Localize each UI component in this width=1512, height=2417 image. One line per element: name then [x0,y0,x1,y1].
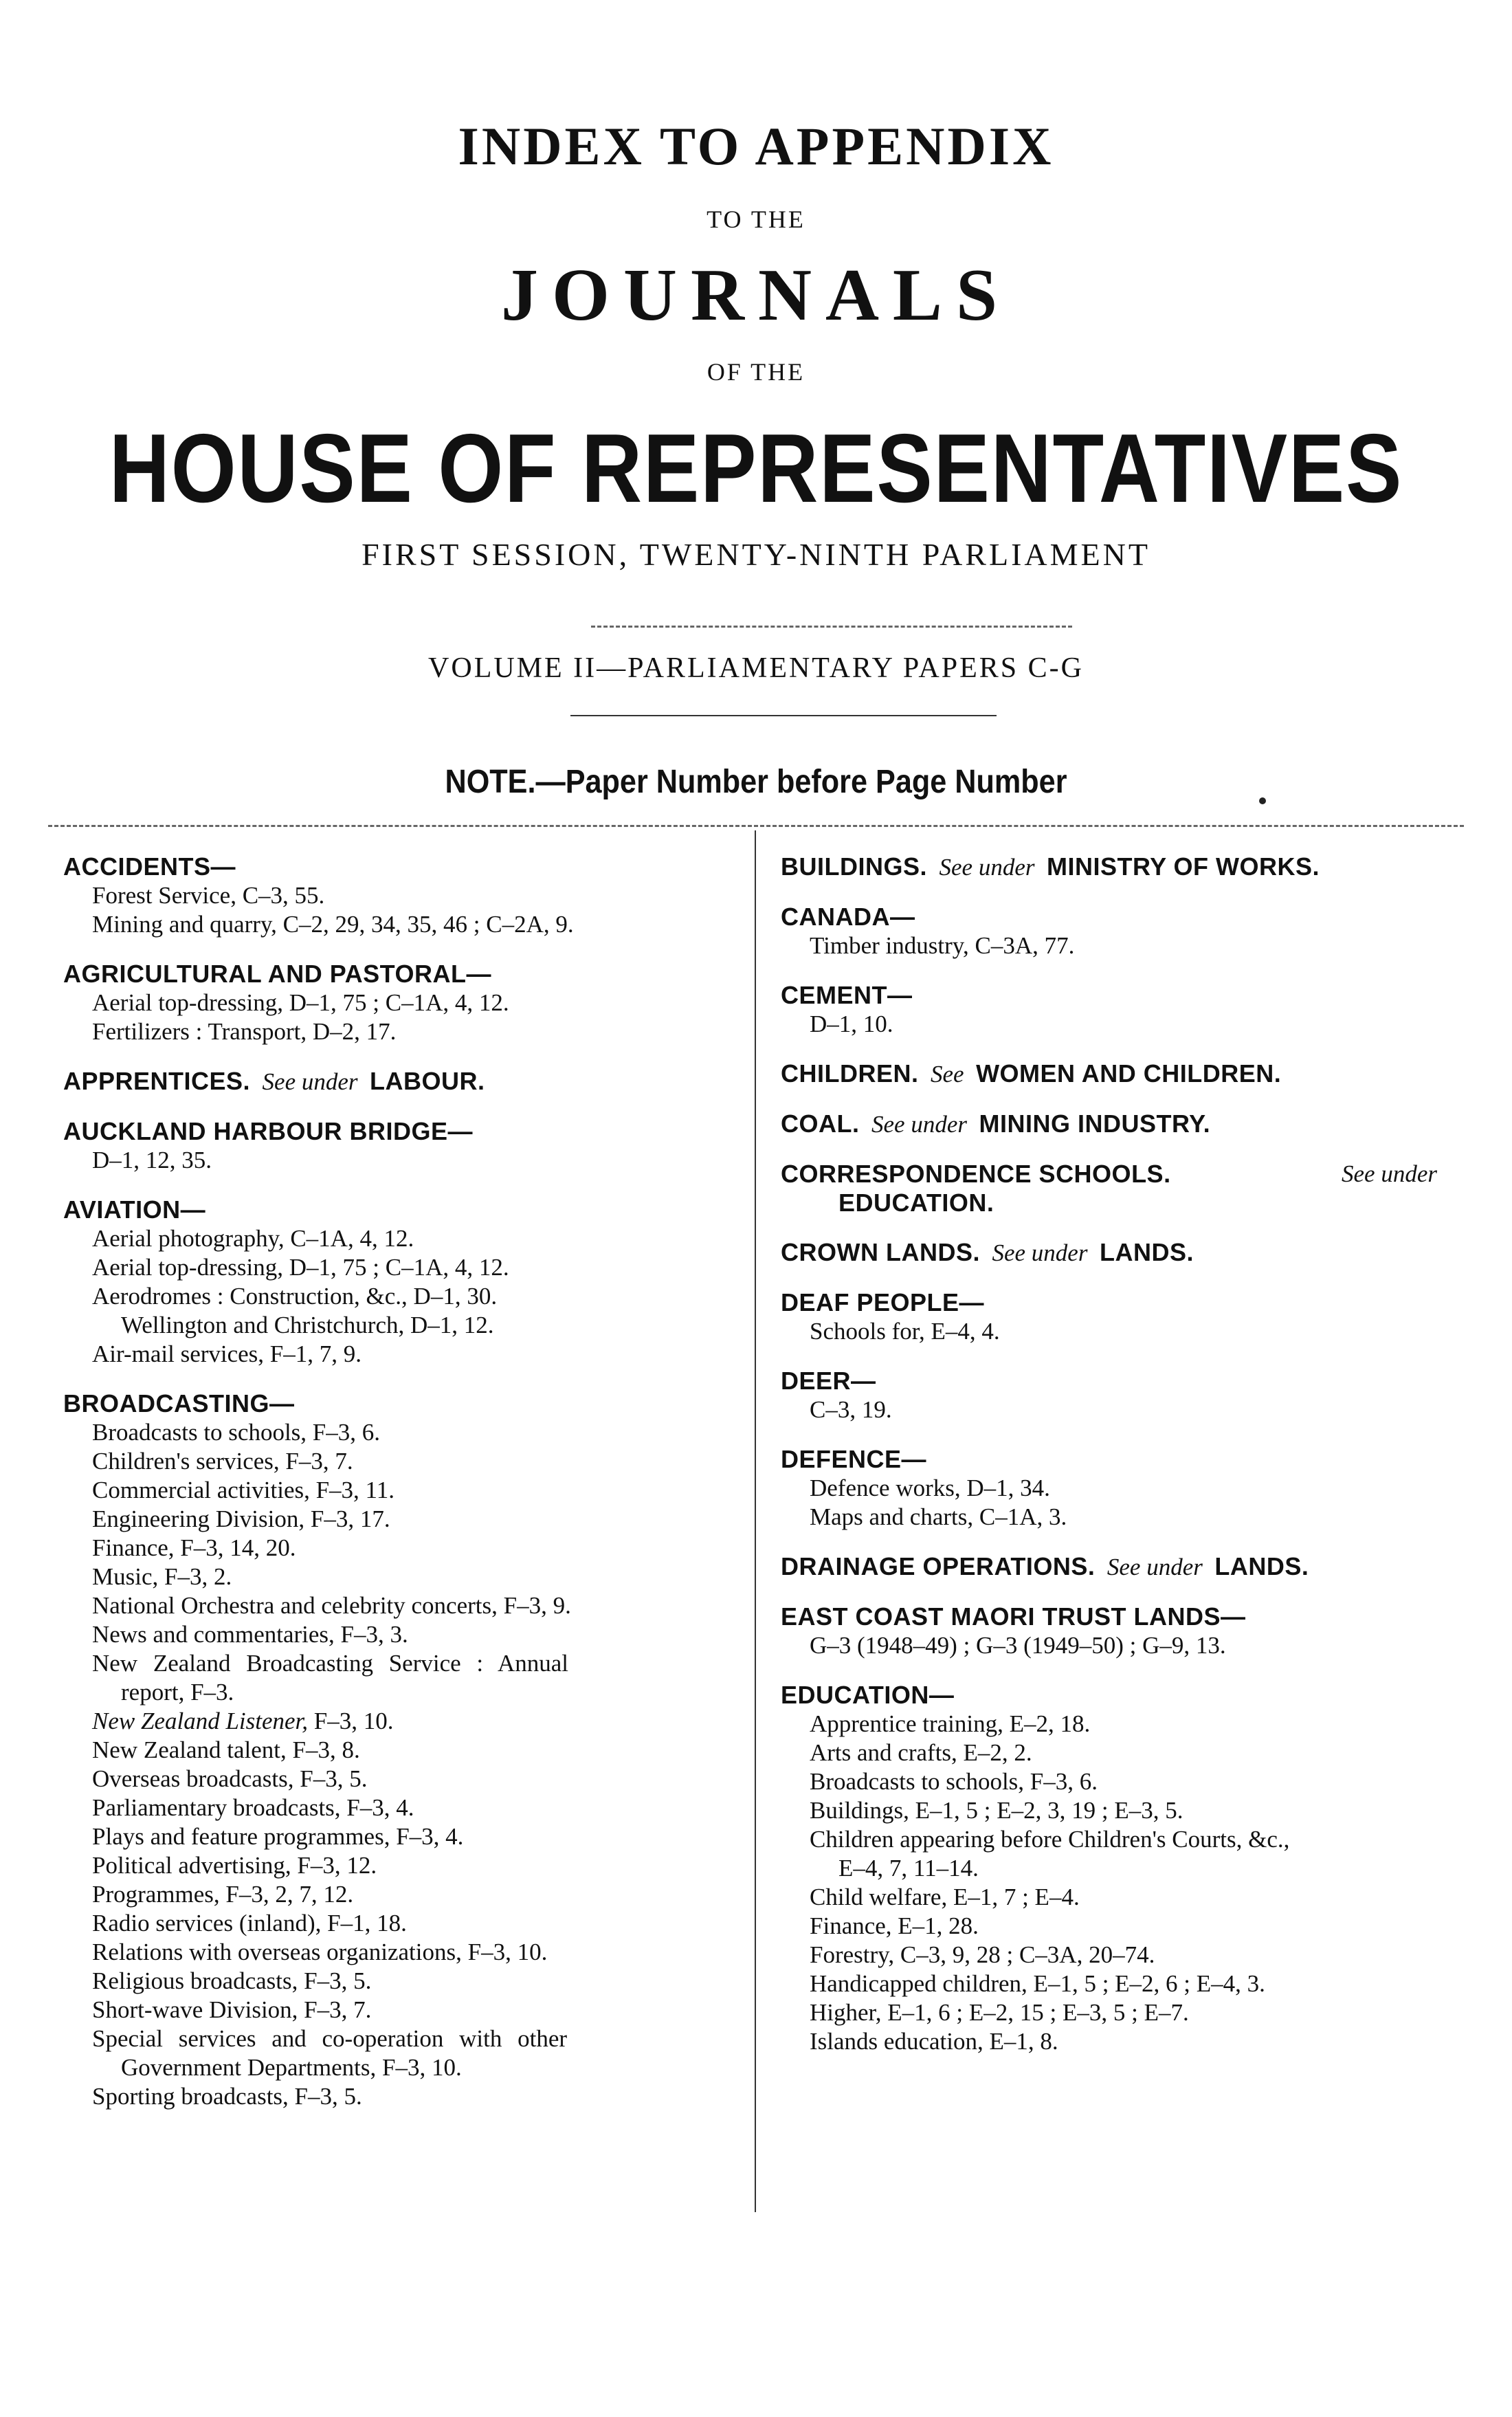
heading-house-of-representatives: HOUSE OF REPRESENTATIVES [109,414,1403,523]
divider-rule [570,715,997,716]
divider-rule [591,626,1072,628]
index-entry-cement: CEMENT— D–1, 10. [781,981,913,1037]
stray-dot [1259,797,1266,804]
index-entry-agricultural: AGRICULTURAL AND PASTORAL— Aerial top-dressing, D–1, 75 ; C–1A, 4, 12. Fertilizers : Transport, D–2, 17. [63,960,509,1045]
index-entry-defence: DEFENCE— Defence works, D–1, 34. Maps and charts, C–1A, 3. [781,1445,1067,1530]
heading-to-the: TO THE [707,206,805,233]
index-entry-canada: CANADA— Timber industry, C–3A, 77. [781,903,1075,959]
index-entry-east-coast-maori-trust-lands: EAST COAST MAORI TRUST LANDS— G–3 (1948–49) ; G–3 (1949–50) ; G–9, 13. [781,1602,1246,1659]
index-entry-correspondence-schools: CORRESPONDENCE SCHOOLS. See under EDUCATION. [781,1160,1437,1217]
left-column [63,852,737,2132]
index-entry-auckland-harbour-bridge: AUCKLAND HARBOUR BRIDGE— D–1, 12, 35. [63,1117,473,1173]
heading-journals: JOURNALS [500,254,1012,336]
heading-index-to-appendix: INDEX TO APPENDIX [458,116,1054,176]
right-column [781,852,1458,2077]
heading-of-the: OF THE [707,358,805,386]
index-entry-children: CHILDREN. See WOMEN AND CHILDREN. [781,1059,1282,1088]
index-entry-buildings: BUILDINGS. See under MINISTRY OF WORKS. [781,852,1320,881]
index-entry-drainage-operations: DRAINAGE OPERATIONS. See under LANDS. [781,1552,1309,1580]
index-entry-broadcasting: BROADCASTING— Broadcasts to schools, F–3, 6. Children's services, F–3, 7. Commercial activities, F–3, 11. Engineering Division, F–3, 17. Finance, F–3, 14, 20. Music, F–3, 2. National Orchestra and celebrity concerts, F–3, 9. News and commentaries, F–3, 3. New Zealand Broadcasting Service : Annual report, F–3. New Zealand Listener, F–3, 10. New Zealand talent, F–3, 8. Overseas broadcasts, F–3, 5. Parliamentary broadcasts, F–3, 4. Plays and feature programmes, F–3, 4. Political advertising, F–3, 12. Programmes, F–3, 2, 7, 12. Radio services (inland), F–1, 18. Relations with overseas organizations, F–3, 10. Religious broadcasts, F–3, 5. Short-wave Division, F–3, 7. Special services and co-operation with other Government Departments, F–3, 10. Sporting broadcasts, F–3, 5. [63,1389,571,2110]
volume-line: VOLUME II—PARLIAMENTARY PAPERS C-G [428,652,1084,684]
index-entry-education: EDUCATION— Apprentice training, E–2, 18. Arts and crafts, E–2, 2. Broadcasts to schools, F–3, 6. Buildings, E–1, 5 ; E–2, 3, 19 ; E–3, 5. Children appearing before Children's Courts, &c., E–4, 7, 11–14. Child welfare, E–1, 7 ; E–4. Finance, E–1, 28. Forestry, C–3, 9, 28 ; C–3A, 20–74. Handicapped children, E–1, 5 ; E–2, 6 ; E–4, 3. Higher, E–1, 6 ; E–2, 15 ; E–3, 5 ; E–7. Islands education, E–1, 8. [781,1681,1290,2055]
index-entry-accidents: ACCIDENTS— Forest Service, C–3, 55. Mining and quarry, C–2, 29, 34, 35, 46 ; C–2A, 9. [63,852,574,938]
index-entry-deer: DEER— C–3, 19. [781,1367,892,1423]
index-entry-aviation: AVIATION— Aerial photography, C–1A, 4, 12. Aerial top-dressing, D–1, 75 ; C–1A, 4, 12. Aerodromes : Construction, &c., D–1, 30. Wellington and Christchurch, D–1, 12. Air-mail services, F–1, 7, 9. [63,1195,509,1367]
column-divider [755,830,756,2212]
index-entry-apprentices: APPRENTICES. See under LABOUR. [63,1067,485,1095]
session-line: FIRST SESSION, TWENTY-NINTH PARLIAMENT [362,537,1150,572]
note-line: NOTE.—Paper Number before Page Number [445,764,1067,800]
index-entry-crown-lands: CROWN LANDS. See under LANDS. [781,1238,1194,1266]
index-entry-coal: COAL. See under MINING INDUSTRY. [781,1110,1211,1138]
index-entry-deaf-people: DEAF PEOPLE— Schools for, E–4, 4. [781,1288,1000,1345]
divider-rule [48,825,1464,827]
